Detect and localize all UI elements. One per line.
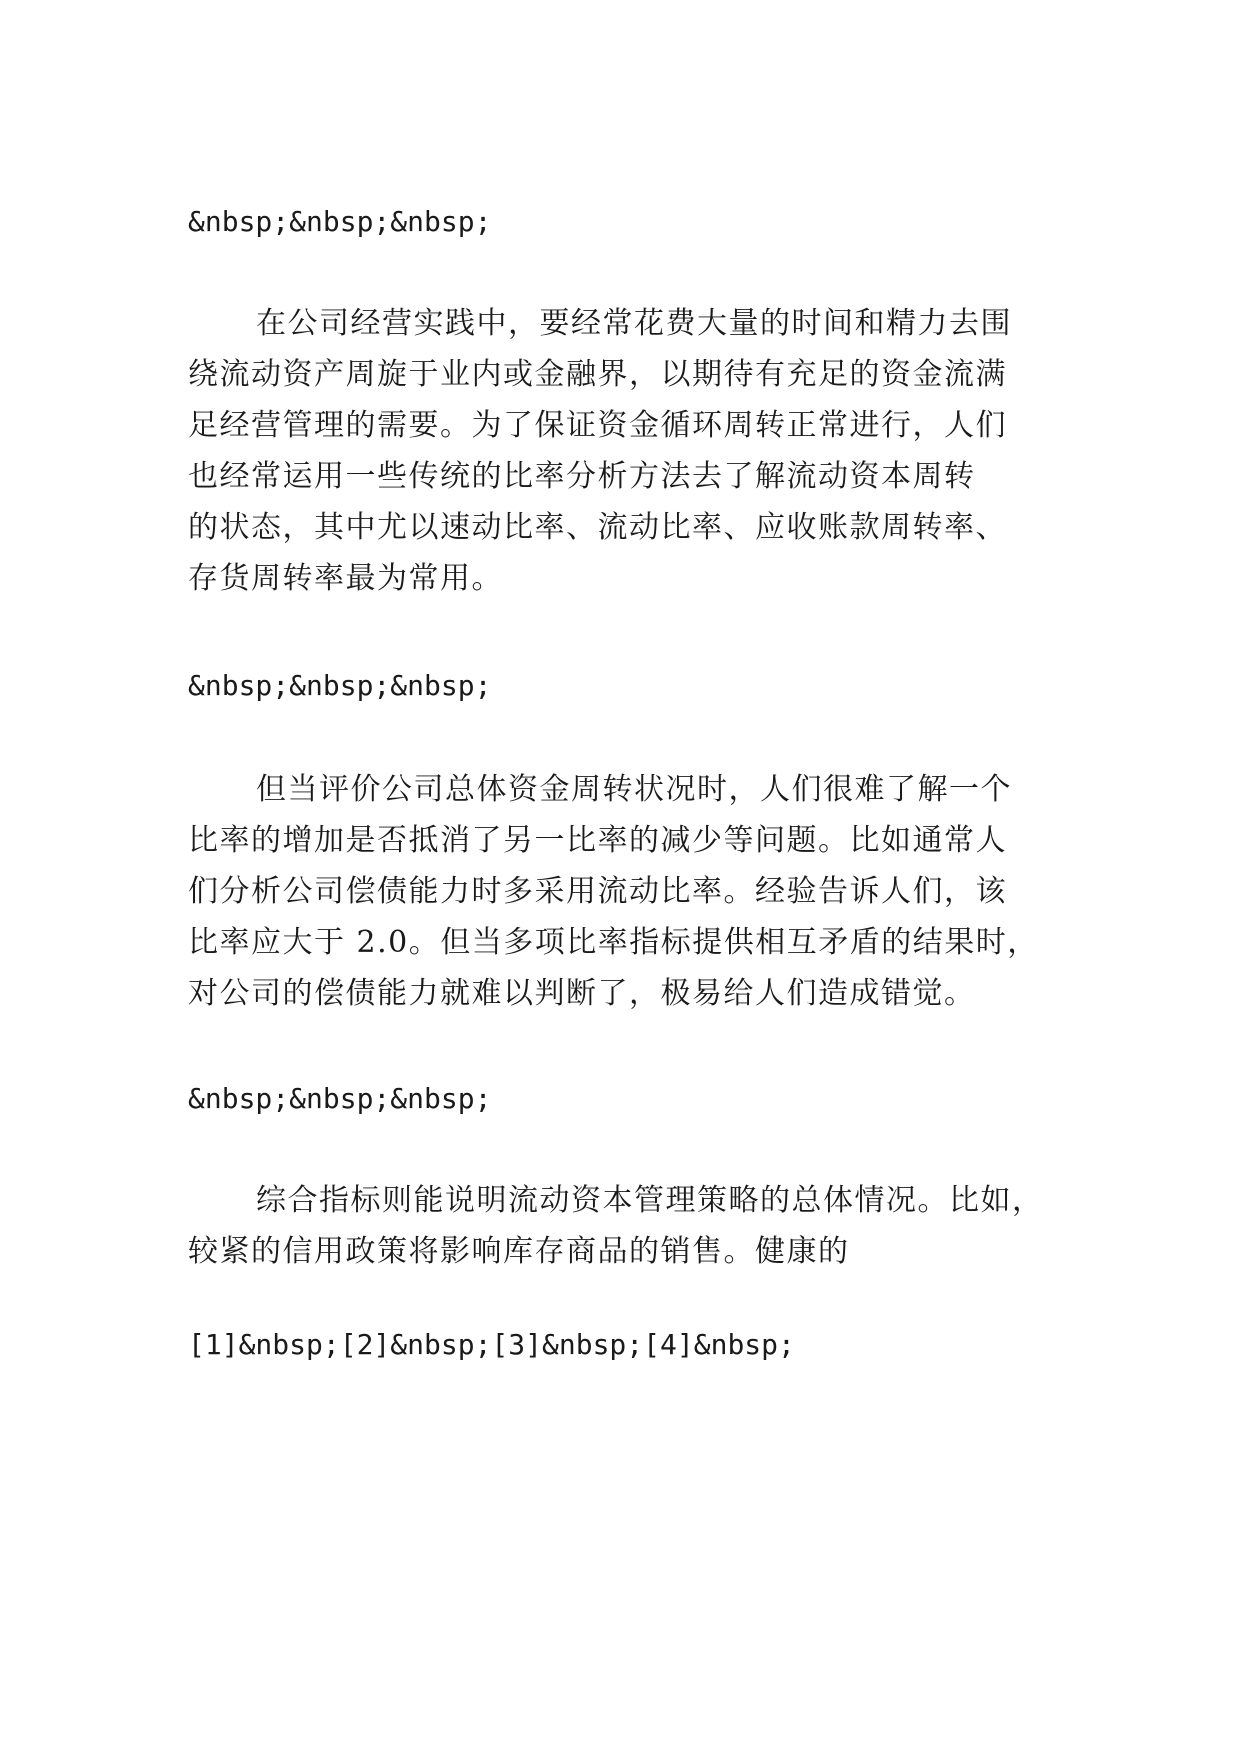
pagination-links[interactable]: [1]&nbsp;[2]&nbsp;[3]&nbsp;[4]&nbsp; — [188, 1328, 795, 1361]
spacer-line: &nbsp;&nbsp;&nbsp; — [188, 1082, 492, 1115]
paragraph-line: 存货周转率最为常用。 — [188, 561, 503, 596]
paragraph-line: 们分析公司偿债能力时多采用流动比率。经验告诉人们，该 — [188, 874, 1007, 909]
paragraph-line: 对公司的偿债能力就难以判断了，极易给人们造成错觉。 — [188, 976, 976, 1011]
paragraph-3 — [188, 1175, 1068, 1277]
paragraph-line: 的状态，其中尤以速动比率、流动比率、应收账款周转率、 — [188, 510, 1007, 545]
paragraph-line: 但当评价公司总体资金周转状况时，人们很难了解一个 — [256, 772, 1012, 807]
spacer-line: &nbsp;&nbsp;&nbsp; — [188, 669, 492, 702]
paragraph-line: 也经常运用一些传统的比率分析方法去了解流动资本周转 — [188, 459, 976, 494]
paragraph-line: 在公司经营实践中，要经常花费大量的时间和精力去围 — [256, 306, 1012, 341]
paragraph-line: 绕流动资产周旋于业内或金融界，以期待有充足的资金流满 — [188, 357, 1007, 392]
paragraph-line: 比率的增加是否抵消了另一比率的减少等问题。比如通常人 — [188, 823, 1007, 858]
paragraph-line: 比率应大于 2.0。但当多项比率指标提供相互矛盾的结果时， — [188, 925, 1039, 960]
paragraph-line: 较紧的信用政策将影响库存商品的销售。健康的 — [188, 1234, 850, 1269]
paragraph-1 — [188, 298, 1068, 604]
paragraph-line: 综合指标则能说明流动资本管理策略的总体情况。比如， — [256, 1183, 1044, 1218]
spacer-line: &nbsp;&nbsp;&nbsp; — [188, 205, 492, 238]
paragraph-2 — [188, 764, 1068, 1019]
paragraph-line: 足经营管理的需要。为了保证资金循环周转正常进行，人们 — [188, 408, 1007, 443]
